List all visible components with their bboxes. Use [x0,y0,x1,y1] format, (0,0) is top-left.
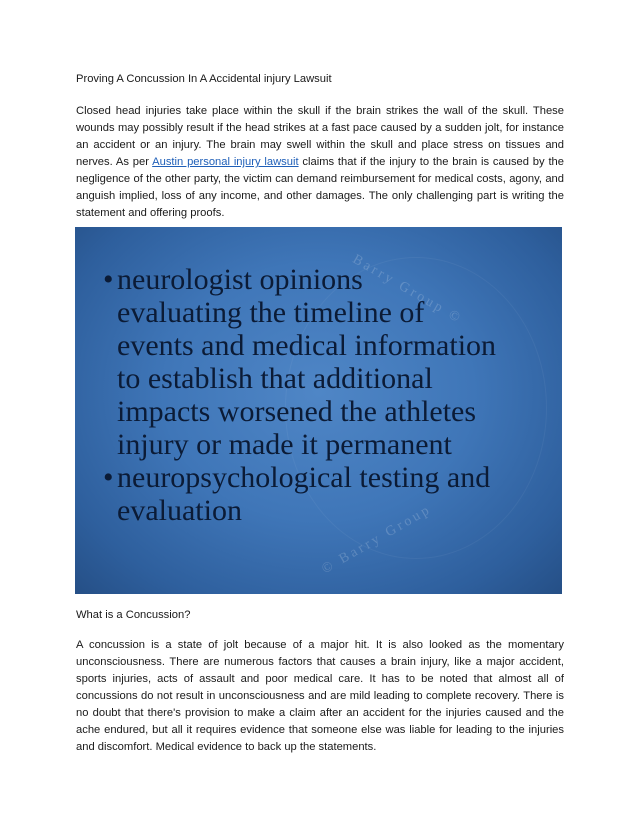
slide-bullets [103,263,553,527]
slide-image [75,227,562,594]
slide-bullet-1-line-5: impacts worsened the athletes [117,395,477,428]
austin-lawsuit-link[interactable]: Austin personal injury lawsuit [152,156,299,168]
slide-bullet-1-line-6: injury or made it permanent [117,428,452,461]
intro-text-after-link: claims that if the injury to the brain is caused by the negligence of the other party, the victim can demand reimbursement for medical costs, agony, and anguish implied, loss of any income, and other damages. The only challenging part is writing the statement and offering proofs. [76,156,564,219]
document-title: Proving A Concussion In A Accidental injury Lawsuit [76,73,332,85]
intro-paragraph [76,103,564,222]
bullet-icon: • [103,461,114,494]
watermark-bottom-text: © Barry Group [319,501,435,578]
concussion-paragraph: A concussion is a state of jolt because of a major hit. It is also looked as the momentary unconsciousness. There are numerous factors that causes a brain injury, like a major accident, sports injuries, acts of assault and poor medical care. It has to be noted that almost all of concussions do not result in unconsciousness and are mild leading to complete recovery. There is no doubt that there's provision to make a claim after an accident for the injuries caused and the ache endured, but all it requires evidence that someone else was liable for leading to the injuries and discomfort. Medical evidence to back up the statements. [76,639,564,753]
watermark-top-text: Barry Group © [349,251,465,328]
bullet-icon: • [103,263,114,296]
slide-bullet-1-line-3: events and medical information [117,329,497,362]
slide-bullet-2-line-1: • neuropsychological testing and [103,461,491,494]
slide-bullet-1-line-2: evaluating the timeline of [117,296,425,329]
slide-bullet-1-line-1: • neurologist opinions [103,263,363,296]
slide-bullet-1-line-4: to establish that additional [117,362,433,395]
slide-bullet-2-line-2: evaluation [117,494,242,527]
section-heading-concussion: What is a Concussion? [76,609,191,621]
intro-text-before-link: Closed head injuries take place within the skull if the brain strikes the wall of the skull. These wounds may possibly result if the head strikes at a fast pace caused by a sudden jolt, for instance an accident or an injury. The brain may swell within the skull and place stress on tissues and nerves. As per [76,105,564,168]
